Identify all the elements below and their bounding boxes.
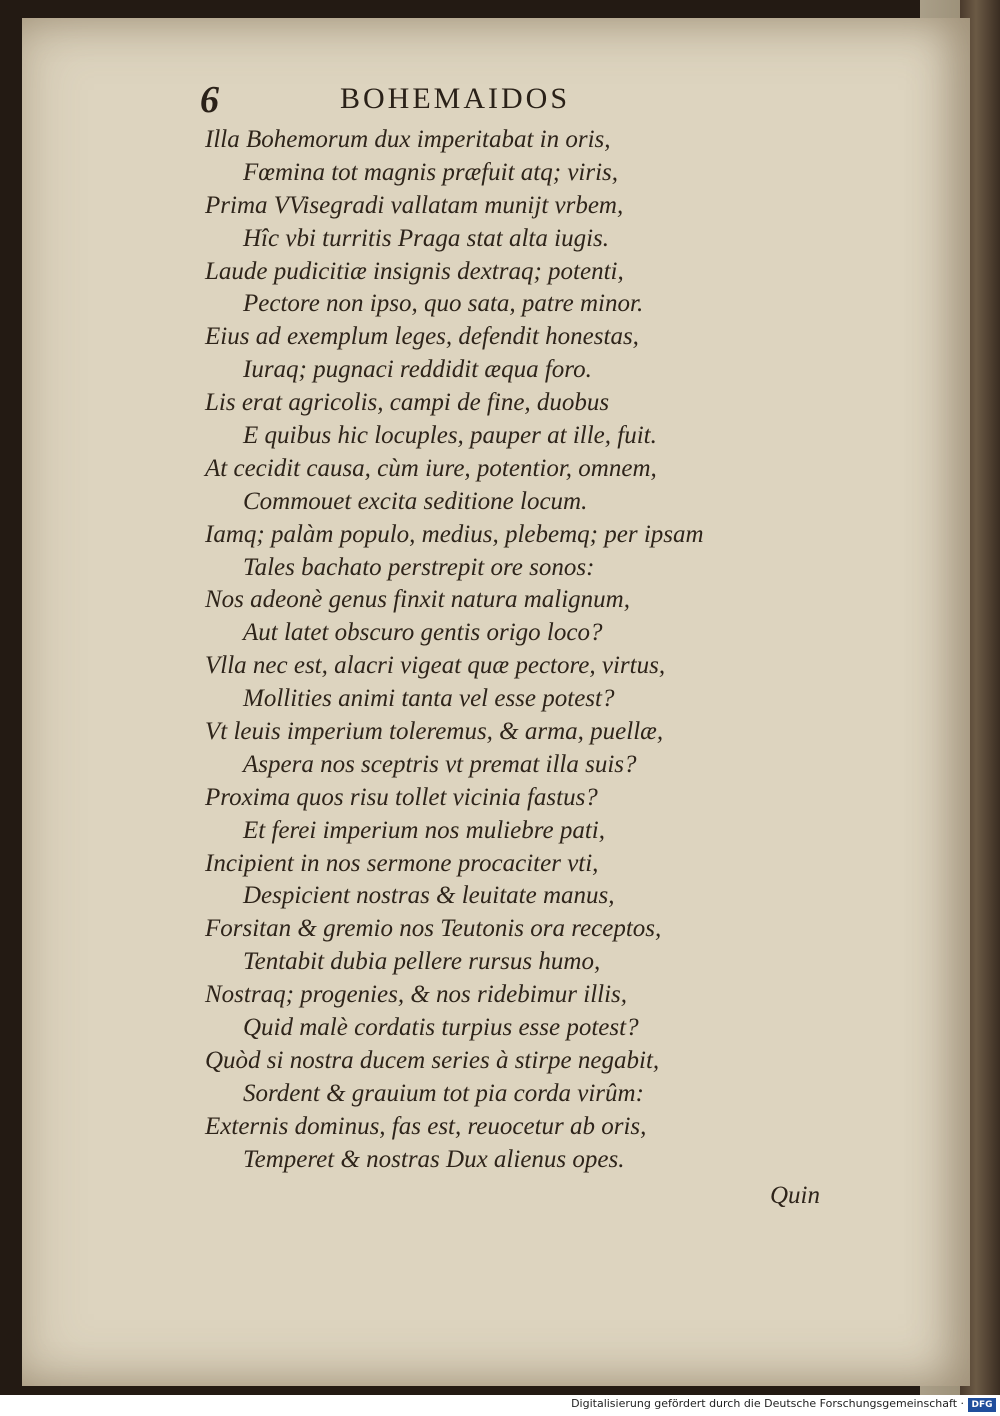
verse-line: Fœmina tot magnis præfuit atq; viris,	[243, 158, 619, 186]
verse-line: Aut latet obscuro gentis origo loco?	[243, 619, 603, 647]
verse-line: Proxima quos risu tollet vicinia fastus?	[205, 783, 598, 811]
verse-line: Iuraq; pugnaci reddidit æqua foro.	[243, 356, 592, 384]
page-header	[200, 78, 760, 128]
verse-line: Nos adeonè genus finxit natura malignum,	[205, 586, 630, 614]
dfg-logo-icon: DFG	[968, 1398, 996, 1412]
verse-line: Hîc vbi turritis Praga stat alta iugis.	[243, 224, 609, 252]
verse-line: Lis erat agricolis, campi de fine, duobus	[205, 389, 610, 417]
catchword: Quin	[770, 1182, 820, 1209]
footer-credit: Digitalisierung gefördert durch die Deutsche Forschungsgemeinschaft ·	[571, 1397, 964, 1410]
verse-line: Prima VVisegradi vallatam munijt vrbem,	[205, 191, 624, 219]
digitization-footer	[0, 1395, 1000, 1416]
verse-text	[205, 124, 805, 1177]
verse-line: Illa Bohemorum dux imperitabat in oris,	[205, 126, 611, 153]
verse-line: Forsitan & gremio nos Teutonis ora receptos,	[205, 915, 662, 943]
verse-line: Iamq; palàm populo, medius, plebemq; per ipsam	[205, 520, 704, 548]
verse-line: Et ferei imperium nos muliebre pati,	[243, 816, 605, 844]
verse-line: Externis dominus, fas est, reuocetur ab oris,	[205, 1112, 647, 1140]
verse-line: Temperet & nostras Dux alienus opes.	[243, 1145, 625, 1173]
verse-line: Sordent & grauium tot pia corda virûm:	[243, 1079, 644, 1107]
verse-line: Mollities animi tanta vel esse potest?	[243, 685, 615, 713]
verse-line: Nostraq; progenies, & nos ridebimur illis,	[205, 981, 628, 1009]
verse-line: Tales bachato perstrepit ore sonos:	[243, 553, 595, 581]
verse-line: Commouet excita seditione locum.	[243, 487, 588, 515]
verse-line: Quid malè cordatis turpius esse potest?	[243, 1014, 639, 1042]
verse-line: Incipient in nos sermone procaciter vti,	[205, 849, 599, 877]
verse-line: E quibus hic locuples, pauper at ille, fuit.	[243, 422, 657, 450]
verse-line: Aspera nos sceptris vt premat illa suis?	[243, 750, 637, 778]
running-head: BOHEMAIDOS	[340, 82, 571, 115]
page-number: 6	[200, 79, 219, 121]
verse-line: Laude pudicitiæ insignis dextraq; potenti,	[205, 257, 624, 285]
verse-line: Pectore non ipso, quo sata, patre minor.	[243, 290, 644, 318]
verse-line: Vlla nec est, alacri vigeat quæ pectore, virtus,	[205, 652, 666, 680]
verse-line: Vt leuis imperium toleremus, & arma, puellæ,	[205, 718, 664, 746]
verse-line: At cecidit causa, cùm iure, potentior, omnem,	[205, 454, 657, 482]
verse-line: Despicient nostras & leuitate manus,	[243, 882, 615, 910]
verse-line: Quòd si nostra ducem series à stirpe negabit,	[205, 1046, 660, 1074]
verse-line: Eius ad exemplum leges, defendit honestas,	[205, 323, 639, 351]
verse-line: Tentabit dubia pellere rursus humo,	[243, 948, 601, 976]
